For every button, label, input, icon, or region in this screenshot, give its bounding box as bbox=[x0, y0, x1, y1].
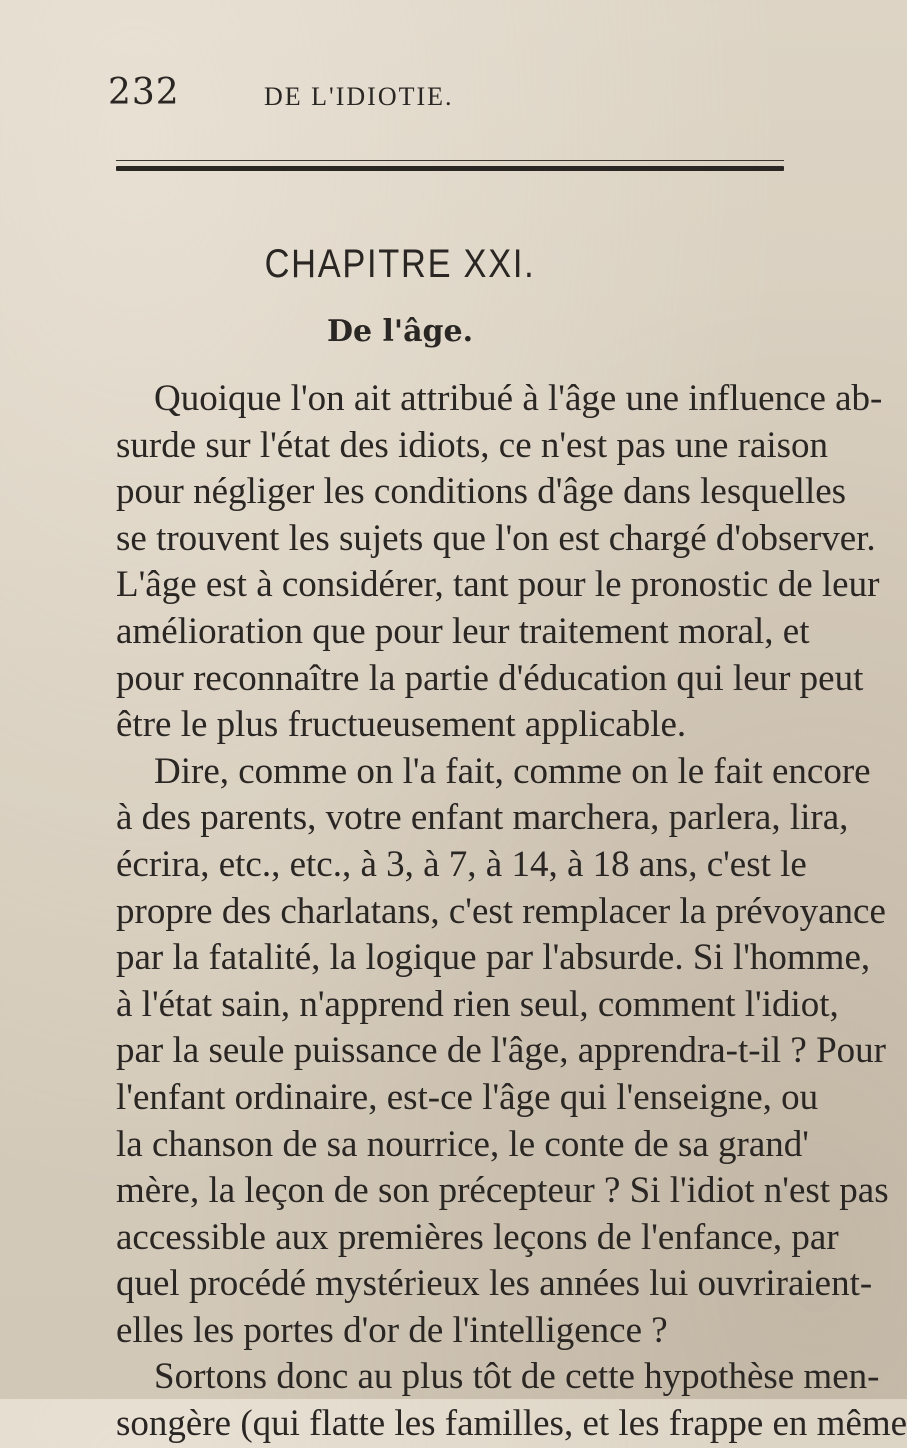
text-line: mère, la leçon de son précepteur ? Si l'idiot n'est pas bbox=[116, 1170, 889, 1212]
text-line: songère (qui flatte les familles, et les frappe en même bbox=[116, 1403, 907, 1445]
text-line: la chanson de sa nourrice, le conte de sa grand' bbox=[116, 1123, 809, 1165]
text-line: Dire, comme on l'a fait, comme on le fait encore bbox=[154, 750, 871, 792]
running-title: DE L'IDIOTIE. bbox=[264, 82, 454, 111]
text-line: se trouvent les sujets que l'on est chargé d'observer. bbox=[116, 517, 876, 559]
body-text bbox=[116, 376, 907, 1448]
text-line: être le plus fructueusement applicable. bbox=[116, 704, 687, 746]
text-line: pour reconnaître la partie d'éducation qui leur peut bbox=[116, 657, 864, 699]
chapter-subtitle: De l'âge. bbox=[326, 314, 474, 349]
text-line: elles les portes d'or de l'intelligence ? bbox=[116, 1309, 668, 1351]
chapter-title: CHAPITRE XXI. bbox=[264, 242, 536, 286]
text-line: propre des charlatans, c'est remplacer la prévoyance bbox=[116, 890, 886, 932]
text-line: à des parents, votre enfant marchera, parlera, lira, bbox=[116, 797, 849, 839]
text-line: l'enfant ordinaire, est-ce l'âge qui l'enseigne, ou bbox=[116, 1076, 819, 1118]
page-number: 232 bbox=[108, 72, 180, 113]
text-line: surde sur l'état des idiots, ce n'est pas une raison bbox=[116, 424, 829, 466]
text-line: écrira, etc., etc., à 3, à 7, à 14, à 18 ans, c'est le bbox=[116, 843, 807, 885]
text-line: à l'état sain, n'apprend rien seul, comment l'idiot, bbox=[116, 983, 839, 1025]
text-line: L'âge est à considérer, tant pour le pronostic de leur bbox=[116, 564, 880, 606]
header-rule-thin bbox=[116, 160, 784, 161]
running-head bbox=[108, 72, 728, 122]
text-line: amélioration que pour leur traitement moral, et bbox=[116, 610, 810, 652]
text-line: par la fatalité, la logique par l'absurde. Si l'homme, bbox=[116, 937, 871, 979]
text-line: quel procédé mystérieux les années lui ouvriraient- bbox=[116, 1263, 873, 1305]
header-rule-thick bbox=[116, 166, 784, 171]
text-line: accessible aux premières leçons de l'enfance, par bbox=[116, 1216, 839, 1258]
text-line: par la seule puissance de l'âge, apprendra-t-il ? Pour bbox=[116, 1030, 886, 1072]
text-line: pour négliger les conditions d'âge dans lesquelles bbox=[116, 471, 847, 513]
text-line: Quoique l'on ait attribué à l'âge une influence ab- bbox=[154, 378, 883, 419]
text-line: Sortons donc au plus tôt de cette hypothèse men- bbox=[154, 1356, 880, 1398]
